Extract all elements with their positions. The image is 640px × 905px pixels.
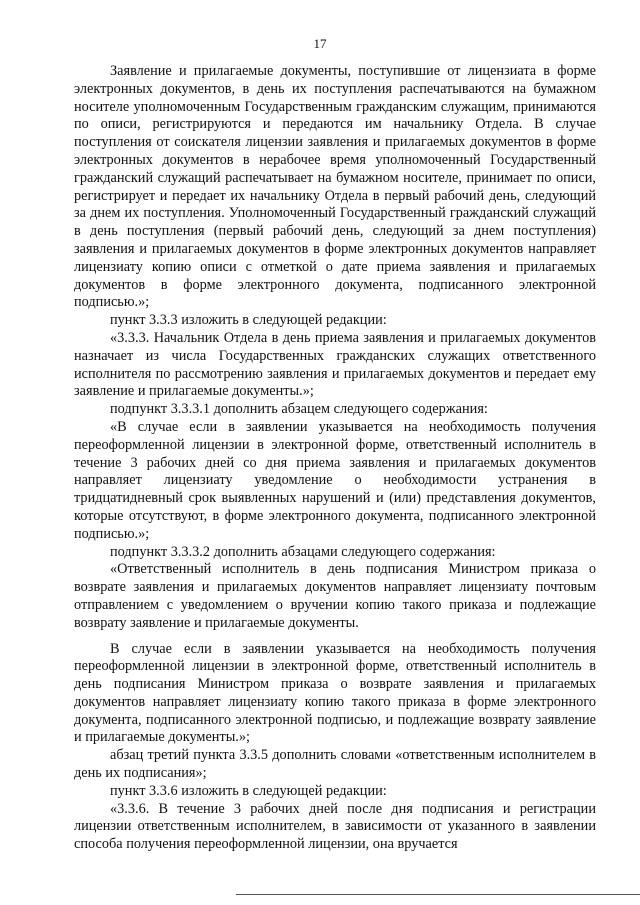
paragraph-quote-3-3-3-2-b: В случае если в заявлении указывается на необходимость получения переоформленной лицензии в электронной форме, ответственный исполнитель в день подписания Министром приказа о возврате заявления и прилагаемых документов направляет лицензиату копию такого приказа в форме электронного документа, подписанного электронной подписью, и подлежащие возврату заявление и прилагаемые документы.»; (74, 640, 596, 746)
paragraph-quote-3-3-3-2-a: «Ответственный исполнитель в день подписания Министром приказа о возврате заявления и прилагаемых документов направляет лицензиату почтовым отправлением с уведомлением о вручении копию такого приказа и подлежащие возврату заявление и прилагаемые документы. (74, 561, 596, 631)
paragraph-instruction-3-3-3-2: подпункт 3.3.3.2 дополнить абзацами следующего содержания: (110, 543, 496, 560)
paragraph-instruction-3-3-5: абзац третий пункта 3.3.5 дополнить словами «ответственным исполнителем в день их подписания»; (74, 747, 596, 782)
paragraph-quote-3-3-6: «3.3.6. В течение 3 рабочих дней после дня подписания и регистрации лицензии ответственным исполнителем, в зависимости от указанного в заявлении способа получения переоформленной лицензии, она вручается (74, 800, 596, 853)
paragraph-intro: Заявление и прилагаемые документы, поступившие от лицензиата в форме электронных документов, в день их поступления распечатываются на бумажном носителе уполномоченным Государственным гражданским служащим, принимаются по описи, регистрируются и передаются им начальнику Отдела. В случае поступления от соискателя лицензии заявления и прилагаемых документов в форме электронных документов в нерабочее время уполномоченный Государственный гражданский служащий распечатывает на бумажном носителе, принимает по описи, регистрирует и передает их начальнику Отдела в первый рабочий день, следующий за днем их поступления. Уполномоченный Государственный гражданский служащий в день поступления (первый рабочий день, следующий за днем поступления) заявления и прилагаемых документов в форме электронных документов направляет лицензиату копию описи с отметкой о дате приема заявления и прилагаемых документов в форме электронного документа, подписанного электронной подписью.»; (74, 63, 596, 311)
paragraph-instruction-3-3-3-1: подпункт 3.3.3.1 дополнить абзацем следующего содержания: (110, 401, 488, 418)
document-body (74, 63, 596, 854)
paragraph-quote-3-3-3-1: «В случае если в заявлении указывается на необходимость получения переоформленной лицензии в электронной форме, ответственный исполнитель в течение 3 рабочих дней со дня приема заявления и прилагаемых документов направляет лицензиату уведомление о необходимости устранения в тридцатидневный срок выявленных нарушений и (или) представления документов, которые отсутствуют, в форме электронного документа, подписанного электронной подписью.»; (74, 418, 596, 542)
page-number: 17 (313, 36, 327, 51)
paragraph-instruction-3-3-6: пункт 3.3.6 изложить в следующей редакции: (110, 782, 387, 799)
paragraph-instruction-3-3-3: пункт 3.3.3 изложить в следующей редакции: (110, 312, 387, 329)
paragraph-quote-3-3-3: «3.3.3. Начальник Отдела в день приема заявления и прилагаемых документов назначает из числа Государственных гражданских служащих ответственного исполнителя по рассмотрению заявления и прилагаемых документов и передает ему заявление и прилагаемые документы.»; (74, 329, 596, 400)
bottom-divider (236, 894, 640, 895)
